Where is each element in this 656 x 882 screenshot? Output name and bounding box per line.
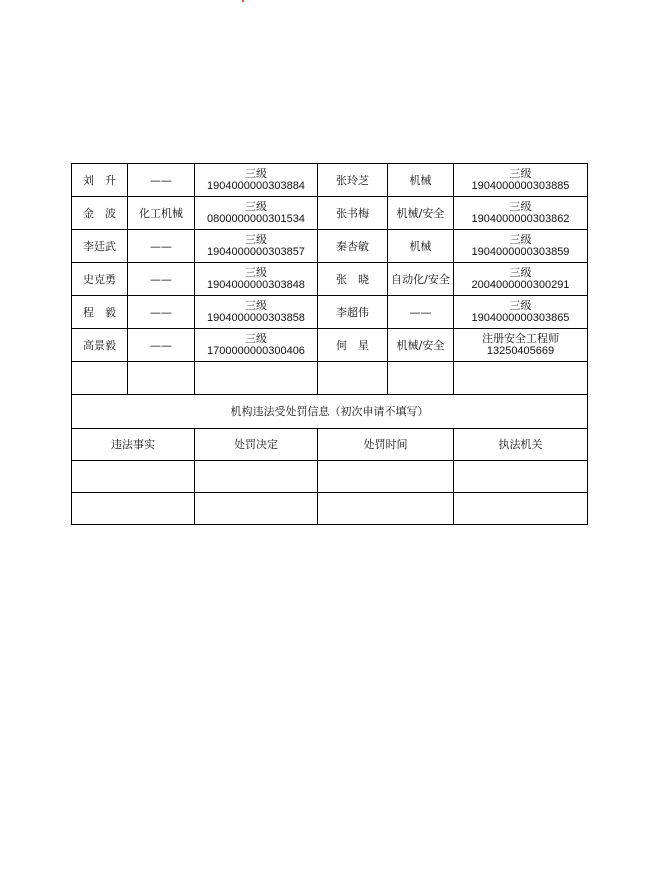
empty-cell[interactable]: [195, 362, 318, 395]
cert-number: 1904000000303865: [471, 312, 570, 324]
cert-number: 1904000000303885: [471, 180, 570, 192]
person-cert: [454, 329, 588, 362]
person-spec: 自动化/安全: [388, 263, 454, 296]
empty-cell[interactable]: [195, 461, 318, 493]
person-name: 何 星: [318, 329, 388, 362]
cert-level: 三级: [509, 266, 532, 279]
column-header-time: 处罚时间: [318, 429, 454, 461]
person-cert: [195, 329, 318, 362]
cert-number: 1700000000300406: [207, 345, 305, 357]
person-cert: [454, 230, 588, 263]
cert-level: 三级: [245, 299, 267, 312]
person-name: 高景毅: [72, 329, 128, 362]
empty-cell[interactable]: [195, 493, 318, 525]
penalty-section-header: [72, 395, 588, 429]
person-spec: 机械/安全: [388, 197, 454, 230]
person-name: 秦杏敏: [318, 230, 388, 263]
column-header-authority: 执法机关: [454, 429, 588, 461]
cert-level: 三级: [245, 266, 267, 279]
cert-level: 三级: [245, 200, 267, 213]
empty-cell[interactable]: [388, 362, 454, 395]
person-cert: [195, 230, 318, 263]
cert-level: 三级: [245, 332, 267, 345]
person-spec: ——: [128, 230, 195, 263]
cert-number: 1904000000303848: [207, 279, 305, 291]
cert-level: 三级: [509, 167, 532, 180]
empty-cell[interactable]: [72, 461, 195, 493]
column-header-violation: 违法事实: [72, 429, 195, 461]
person-spec: 机械: [388, 230, 454, 263]
person-cert: [454, 164, 588, 197]
person-spec: ——: [128, 329, 195, 362]
empty-cell[interactable]: [318, 362, 388, 395]
person-spec: ——: [128, 263, 195, 296]
table-row: [72, 164, 588, 197]
empty-cell[interactable]: [318, 493, 454, 525]
person-name: 李超伟: [318, 296, 388, 329]
table-row-blank: [72, 362, 588, 395]
person-name: 李廷武: [72, 230, 128, 263]
person-spec: ——: [128, 296, 195, 329]
cert-number: 1904000000303862: [471, 213, 570, 225]
person-spec: ——: [388, 296, 454, 329]
person-cert: [454, 197, 588, 230]
cert-number: 1904000000303857: [207, 246, 305, 258]
empty-cell[interactable]: [72, 362, 128, 395]
penalty-title: 机构违法受处罚信息（初次申请不填写）: [72, 395, 588, 429]
person-cert: [195, 197, 318, 230]
empty-cell[interactable]: [72, 493, 195, 525]
person-name: 张玲芝: [318, 164, 388, 197]
empty-cell[interactable]: [454, 493, 588, 525]
personnel-table: [71, 163, 588, 525]
column-header-decision: 处罚决定: [195, 429, 318, 461]
person-cert: [195, 263, 318, 296]
cert-number: 2004000000300291: [471, 279, 570, 291]
cert-level: 三级: [509, 299, 532, 312]
person-name: 张书梅: [318, 197, 388, 230]
cert-number: 1904000000303859: [471, 246, 570, 258]
cert-level: 注册安全工程师: [482, 332, 559, 345]
cert-level: 三级: [509, 233, 532, 246]
cert-level: 三级: [245, 167, 267, 180]
person-cert: [195, 164, 318, 197]
person-name: 张 晓: [318, 263, 388, 296]
penalty-row: [72, 461, 588, 493]
person-name: 史克勇: [72, 263, 128, 296]
penalty-column-headers: [72, 429, 588, 461]
cert-level: 三级: [245, 233, 267, 246]
penalty-row: [72, 493, 588, 525]
person-spec: ——: [128, 164, 195, 197]
person-spec: 机械/安全: [388, 329, 454, 362]
table-row: [72, 296, 588, 329]
empty-cell[interactable]: [318, 461, 454, 493]
table-row: [72, 329, 588, 362]
person-name: 刘 升: [72, 164, 128, 197]
cert-number: 13250405669: [486, 345, 555, 357]
person-cert: [454, 263, 588, 296]
cert-number: 0800000000301534: [207, 213, 305, 225]
person-cert: [195, 296, 318, 329]
person-spec: 机械: [388, 164, 454, 197]
table-row: [72, 263, 588, 296]
person-cert: [454, 296, 588, 329]
person-spec: 化工机械: [128, 197, 195, 230]
cert-number: 1904000000303884: [207, 180, 305, 192]
table-row: [72, 230, 588, 263]
cert-level: 三级: [509, 200, 532, 213]
empty-cell[interactable]: [454, 362, 588, 395]
empty-cell[interactable]: [454, 461, 588, 493]
empty-cell[interactable]: [128, 362, 195, 395]
person-name: 金 波: [72, 197, 128, 230]
person-name: 程 毅: [72, 296, 128, 329]
cert-number: 1904000000303858: [207, 312, 305, 324]
red-mark: [242, 0, 244, 2]
table-row: [72, 197, 588, 230]
